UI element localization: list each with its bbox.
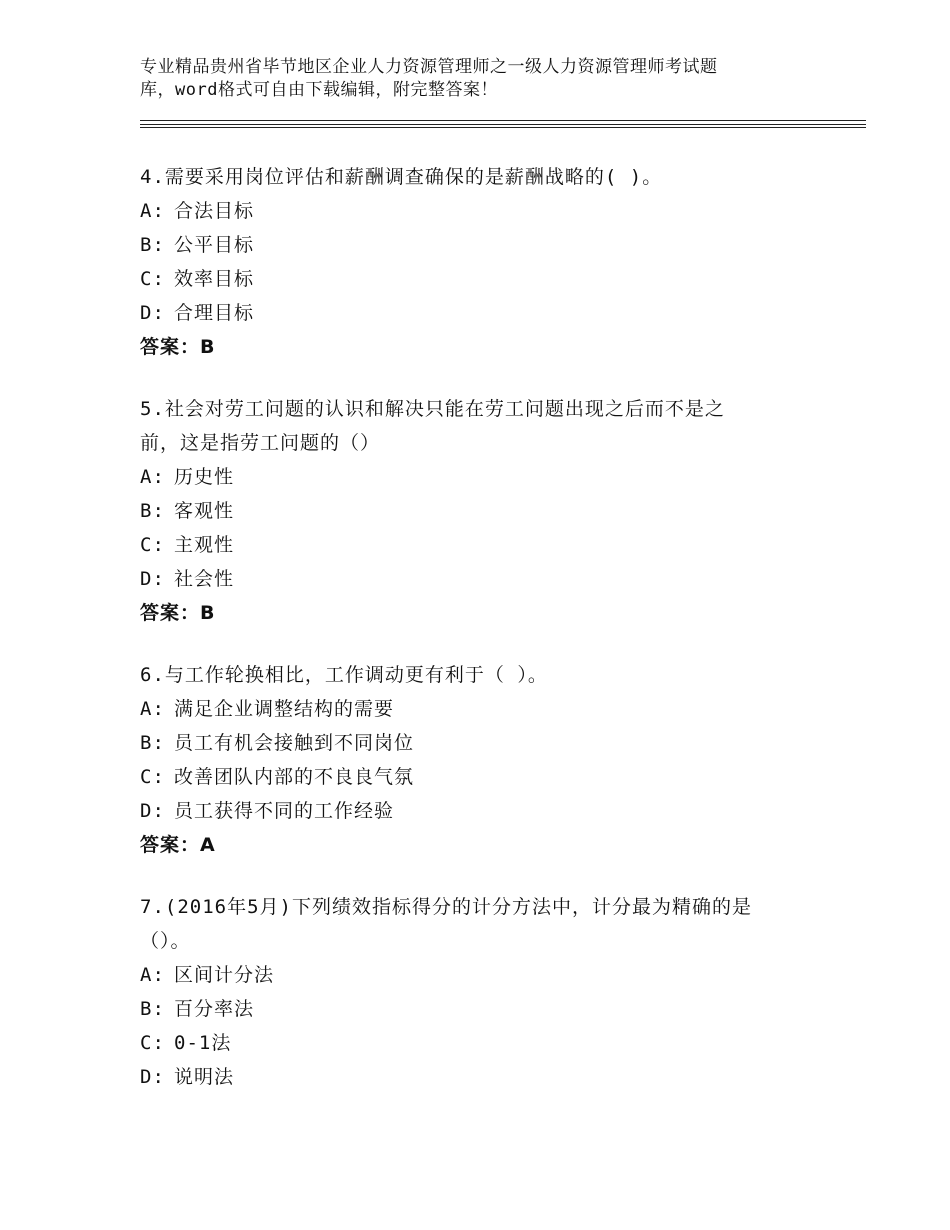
option-letter: A:	[140, 964, 165, 986]
option-letter: B:	[140, 234, 165, 256]
answer-option	[140, 528, 840, 562]
answer-option	[140, 794, 840, 828]
option-text: 主观性	[174, 534, 235, 556]
answer-label: 答案：	[140, 834, 201, 856]
answer-label: 答案：	[140, 602, 201, 624]
option-text: 效率目标	[174, 268, 255, 290]
answer-option	[140, 760, 840, 794]
question-item	[140, 160, 840, 364]
question-stem-line: 4.需要采用岗位评估和薪酬调查确保的是薪酬战略的( )。	[140, 166, 663, 188]
answer-option	[140, 992, 840, 1026]
option-letter: A:	[140, 698, 165, 720]
option-letter: B:	[140, 998, 165, 1020]
answer-option	[140, 460, 840, 494]
option-letter: B:	[140, 732, 165, 754]
header-divider	[140, 120, 866, 121]
option-letter: D:	[140, 1066, 165, 1088]
option-text: 合法目标	[174, 200, 255, 222]
answer-option	[140, 726, 840, 760]
question-item	[140, 658, 840, 862]
question-stem-line: （）。	[140, 930, 191, 952]
question-stem-line: 5.社会对劳工问题的认识和解决只能在劳工问题出现之后而不是之	[140, 398, 725, 420]
answer-line	[140, 330, 840, 364]
option-letter: C:	[140, 268, 165, 290]
option-text: 区间计分法	[174, 964, 275, 986]
answer-option	[140, 692, 840, 726]
answer-value: B	[200, 336, 216, 358]
question-item	[140, 890, 840, 1094]
question-stem-line: 前，这是指劳工问题的（）	[140, 432, 381, 454]
answer-option	[140, 958, 840, 992]
question-stem	[140, 160, 840, 194]
option-letter: A:	[140, 200, 165, 222]
option-text: 员工获得不同的工作经验	[174, 800, 395, 822]
header-divider	[140, 124, 866, 125]
option-letter: B:	[140, 500, 165, 522]
answer-label: 答案：	[140, 336, 201, 358]
option-letter: A:	[140, 466, 165, 488]
question-stem-line: 6.与工作轮换相比，工作调动更有利于（ ）。	[140, 664, 548, 686]
header-line-2: 库，word格式可自由下载编辑，附完整答案！	[140, 80, 498, 100]
option-letter: C:	[140, 534, 165, 556]
option-text: 满足企业调整结构的需要	[174, 698, 395, 720]
answer-option	[140, 296, 840, 330]
option-text: 0-1法	[174, 1032, 232, 1054]
option-text: 说明法	[174, 1066, 235, 1088]
question-stem	[140, 392, 840, 460]
option-text: 历史性	[174, 466, 235, 488]
answer-option	[140, 262, 840, 296]
option-text: 合理目标	[174, 302, 255, 324]
answer-line	[140, 828, 840, 862]
answer-option	[140, 1026, 840, 1060]
question-item	[140, 392, 840, 630]
question-stem	[140, 890, 840, 958]
answer-option	[140, 494, 840, 528]
answer-value: B	[200, 602, 216, 624]
option-text: 公平目标	[174, 234, 255, 256]
header-divider	[140, 127, 866, 128]
answer-value: A	[200, 834, 216, 856]
question-list	[140, 160, 840, 1122]
option-text: 改善团队内部的不良良气氛	[174, 766, 415, 788]
option-letter: D:	[140, 302, 165, 324]
option-text: 百分率法	[174, 998, 255, 1020]
option-letter: C:	[140, 1032, 165, 1054]
answer-line	[140, 596, 840, 630]
question-stem	[140, 658, 840, 692]
answer-option	[140, 1060, 840, 1094]
option-text: 客观性	[174, 500, 235, 522]
header-line-1: 专业精品贵州省毕节地区企业人力资源管理师之一级人力资源管理师考试题	[140, 57, 718, 77]
option-text: 员工有机会接触到不同岗位	[174, 732, 415, 754]
document-header	[140, 56, 820, 102]
answer-option	[140, 228, 840, 262]
option-letter: D:	[140, 568, 165, 590]
answer-option	[140, 194, 840, 228]
question-stem-line: 7.(2016年5月)下列绩效指标得分的计分方法中，计分最为精确的是	[140, 896, 752, 918]
option-letter: C:	[140, 766, 165, 788]
answer-option	[140, 562, 840, 596]
option-letter: D:	[140, 800, 165, 822]
option-text: 社会性	[174, 568, 235, 590]
